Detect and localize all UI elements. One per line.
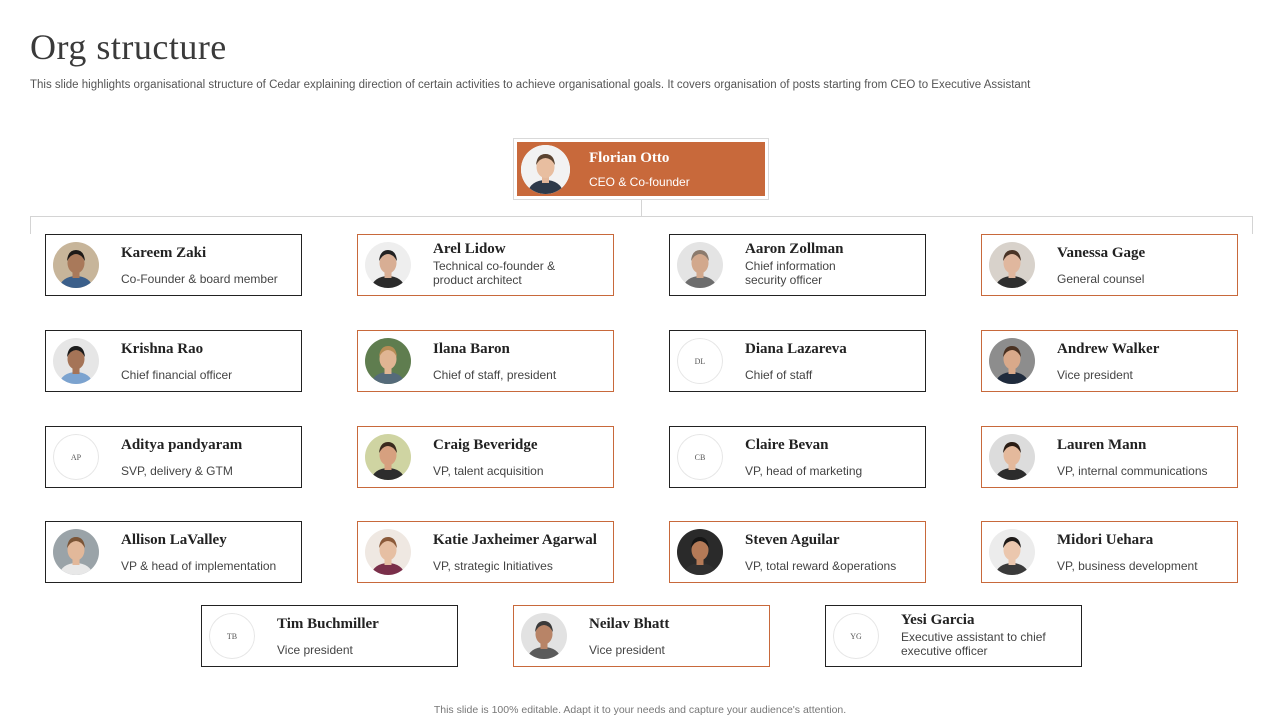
connector-left-drop	[30, 216, 31, 234]
member-card[interactable]	[669, 521, 926, 583]
member-role: Vice president	[1057, 368, 1133, 382]
member-role-line: security officer	[745, 273, 823, 287]
member-name: Midori Uehara	[1057, 532, 1154, 548]
member-role-line: Chief information	[745, 259, 836, 273]
member-card[interactable]	[357, 234, 614, 296]
page-subtitle: This slide highlights organisational structure of Cedar explaining direction of certain activities to achieve organisational goals. It covers organisation of posts starting from CEO to Executive Assistant	[30, 79, 1031, 91]
page-title: Org structure	[30, 27, 227, 67]
ceo-name: Florian Otto	[589, 150, 670, 166]
member-name: Aaron Zollman	[745, 241, 844, 257]
member-card[interactable]	[513, 605, 770, 667]
footer-note: This slide is 100% editable. Adapt it to your needs and capture your audience's attention.	[433, 704, 847, 716]
avatar-initials: YG	[833, 613, 879, 659]
person-photo-icon	[53, 338, 99, 384]
member-card[interactable]	[357, 330, 614, 392]
initials-avatar	[53, 434, 99, 480]
member-name: Krishna Rao	[121, 341, 204, 357]
avatar-initials: TB	[209, 613, 255, 659]
member-name: Tim Buchmiller	[277, 616, 379, 632]
member-card[interactable]	[201, 605, 458, 667]
person-photo-icon	[365, 242, 411, 288]
avatar-initials: CB	[677, 434, 723, 480]
member-role: Chief of staff	[745, 368, 813, 382]
initials-avatar	[677, 338, 723, 384]
person-photo-icon	[521, 613, 567, 659]
person-photo-icon	[365, 434, 411, 480]
member-card[interactable]	[45, 234, 302, 296]
member-role: VP, business development	[1057, 559, 1198, 573]
member-card[interactable]	[45, 330, 302, 392]
person-photo-icon	[53, 529, 99, 575]
member-card[interactable]	[357, 521, 614, 583]
member-name: Claire Bevan	[745, 437, 829, 453]
person-photo-icon	[53, 242, 99, 288]
member-role: VP, strategic Initiatives	[433, 559, 553, 573]
member-name: Kareem Zaki	[121, 245, 207, 261]
member-card[interactable]	[45, 521, 302, 583]
member-role: VP, head of marketing	[745, 464, 863, 478]
avatar-initials: DL	[677, 338, 723, 384]
member-role: VP, talent acquisition	[433, 464, 544, 478]
person-photo-icon	[677, 242, 723, 288]
member-name: Craig Beveridge	[433, 437, 538, 453]
member-card[interactable]	[825, 605, 1082, 667]
member-name: Andrew Walker	[1057, 341, 1160, 357]
member-name: Vanessa Gage	[1057, 245, 1146, 261]
member-role: General counsel	[1057, 272, 1145, 286]
member-name: Diana Lazareva	[745, 341, 847, 357]
member-role: Chief of staff, president	[433, 368, 557, 382]
member-role: Vice president	[589, 643, 665, 657]
member-role	[433, 259, 555, 287]
person-photo-icon	[365, 529, 411, 575]
person-photo-icon	[989, 434, 1035, 480]
member-name: Katie Jaxheimer Agarwal	[433, 532, 597, 548]
avatar-initials: AP	[53, 434, 99, 480]
member-role: Co-Founder & board member	[121, 272, 278, 286]
initials-avatar	[209, 613, 255, 659]
initials-avatar	[677, 434, 723, 480]
member-role-line: executive officer	[901, 644, 988, 658]
person-photo-icon	[989, 529, 1035, 575]
member-name: Neilav Bhatt	[589, 616, 670, 632]
member-card[interactable]	[669, 330, 926, 392]
member-name: Ilana Baron	[433, 341, 510, 357]
member-role	[901, 630, 1046, 658]
member-card[interactable]	[981, 330, 1238, 392]
member-role-line: product architect	[433, 273, 522, 287]
member-role-line: Executive assistant to chief	[901, 630, 1046, 644]
ceo-role: CEO & Co-founder	[589, 175, 690, 189]
member-role-line: Technical co-founder &	[433, 259, 556, 273]
member-role: VP, internal communications	[1057, 464, 1208, 478]
person-photo-icon	[365, 338, 411, 384]
member-card[interactable]	[45, 426, 302, 488]
member-name: Yesi Garcia	[901, 612, 975, 628]
member-name: Arel Lidow	[433, 241, 506, 257]
member-role: VP & head of implementation	[121, 559, 277, 573]
member-name: Lauren Mann	[1057, 437, 1147, 453]
connector-horizontal	[30, 216, 1253, 217]
member-card[interactable]	[669, 234, 926, 296]
member-name: Aditya pandyaram	[121, 437, 243, 453]
member-name: Steven Aguilar	[745, 532, 840, 548]
member-role: Vice president	[277, 643, 353, 657]
member-card[interactable]	[981, 521, 1238, 583]
member-card[interactable]	[357, 426, 614, 488]
member-card[interactable]	[981, 426, 1238, 488]
member-name: Allison LaValley	[121, 532, 227, 548]
ceo-avatar	[521, 145, 570, 194]
initials-avatar	[833, 613, 879, 659]
member-role: VP, total reward &operations	[745, 559, 897, 573]
member-role: Chief financial officer	[121, 368, 233, 382]
person-photo-icon	[989, 242, 1035, 288]
member-card[interactable]	[981, 234, 1238, 296]
connector-right-drop	[1252, 216, 1253, 234]
member-role: SVP, delivery & GTM	[121, 464, 233, 478]
person-photo-icon	[989, 338, 1035, 384]
connector-vertical	[641, 200, 642, 216]
member-role	[745, 259, 836, 287]
member-card[interactable]	[669, 426, 926, 488]
ceo-card[interactable]	[517, 142, 765, 196]
person-photo-icon	[677, 529, 723, 575]
